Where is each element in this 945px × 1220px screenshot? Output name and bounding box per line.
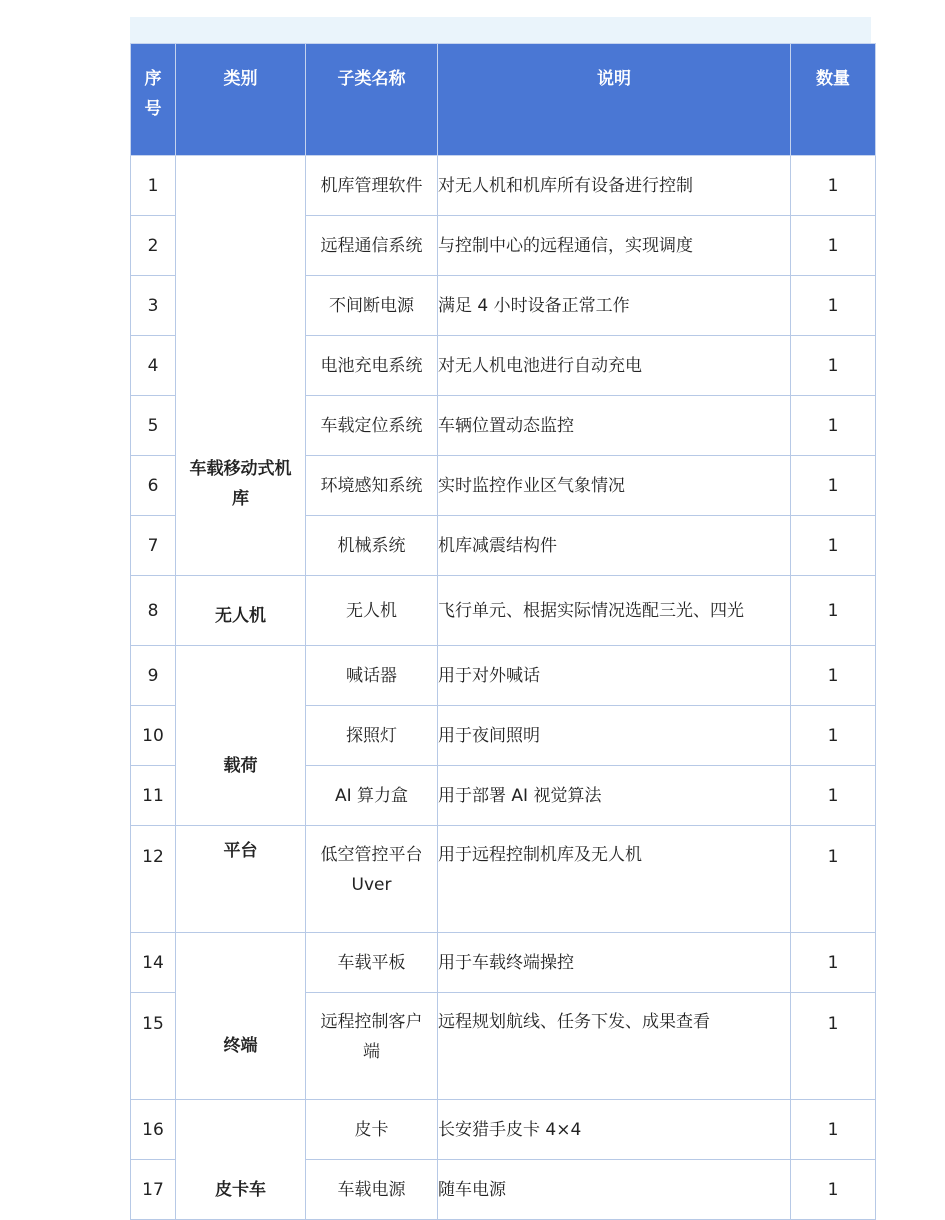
table-row: [131, 1100, 876, 1160]
cell-seq: 9: [131, 646, 176, 706]
cell-seq: 5: [131, 396, 176, 456]
cell-subcategory: 机械系统: [306, 516, 438, 576]
table-header-row: [131, 44, 876, 156]
header-subcategory: 子类名称: [306, 44, 438, 156]
cell-seq: 12: [131, 826, 176, 933]
cell-quantity: 1: [791, 1100, 876, 1160]
cell-subcategory: 皮卡: [306, 1100, 438, 1160]
cell-quantity: 1: [791, 216, 876, 276]
cell-subcategory: 远程控制客户端: [306, 993, 438, 1100]
cell-category: [176, 826, 306, 933]
cell-description: 用于部署 AI 视觉算法: [438, 766, 791, 826]
cell-seq: 6: [131, 456, 176, 516]
cell-category: [176, 576, 306, 646]
cell-description: 用于对外喊话: [438, 646, 791, 706]
cell-quantity: 1: [791, 456, 876, 516]
cell-description: 对无人机和机库所有设备进行控制: [438, 156, 791, 216]
cell-description: 车辆位置动态监控: [438, 396, 791, 456]
cell-seq: 1: [131, 156, 176, 216]
cell-seq: 7: [131, 516, 176, 576]
header-seq: 序号: [131, 44, 176, 156]
cell-category: [176, 1100, 306, 1220]
cell-description: 远程规划航线、任务下发、成果查看: [438, 993, 791, 1100]
cell-description: 用于夜间照明: [438, 706, 791, 766]
cell-description: 满足 4 小时设备正常工作: [438, 276, 791, 336]
cell-quantity: 1: [791, 576, 876, 646]
table-row: [131, 933, 876, 993]
cell-subcategory: 机库管理软件: [306, 156, 438, 216]
table-row: [131, 156, 876, 216]
cell-subcategory: 电池充电系统: [306, 336, 438, 396]
cell-quantity: 1: [791, 706, 876, 766]
cell-category: [176, 933, 306, 1100]
cell-quantity: 1: [791, 766, 876, 826]
cell-seq: 2: [131, 216, 176, 276]
cell-category: [176, 646, 306, 826]
category-label: 皮卡车: [215, 1179, 266, 1200]
cell-description: 用于远程控制机库及无人机: [438, 826, 791, 933]
cell-subcategory: 不间断电源: [306, 276, 438, 336]
equipment-table: [130, 43, 876, 1220]
cell-description: 对无人机电池进行自动充电: [438, 336, 791, 396]
header-category: 类别: [176, 44, 306, 156]
cell-quantity: 1: [791, 646, 876, 706]
header-description: 说明: [438, 44, 791, 156]
table-top-band: [130, 17, 871, 44]
cell-description: 实时监控作业区气象情况: [438, 456, 791, 516]
cell-quantity: 1: [791, 993, 876, 1100]
cell-subcategory: 低空管控平台 Uver: [306, 826, 438, 933]
cell-category: [176, 156, 306, 576]
cell-subcategory: 无人机: [306, 576, 438, 646]
cell-description: 与控制中心的远程通信，实现调度: [438, 216, 791, 276]
cell-quantity: 1: [791, 1160, 876, 1220]
cell-description: 随车电源: [438, 1160, 791, 1220]
cell-subcategory: AI 算力盒: [306, 766, 438, 826]
cell-quantity: 1: [791, 336, 876, 396]
category-label: 车载移动式机库: [189, 459, 292, 509]
cell-quantity: 1: [791, 933, 876, 993]
cell-seq: 8: [131, 576, 176, 646]
cell-subcategory: 远程通信系统: [306, 216, 438, 276]
cell-subcategory: 车载定位系统: [306, 396, 438, 456]
cell-seq: 14: [131, 933, 176, 993]
category-label: 载荷: [223, 755, 258, 776]
header-quantity: 数量: [791, 44, 876, 156]
cell-subcategory: 环境感知系统: [306, 456, 438, 516]
cell-subcategory: 喊话器: [306, 646, 438, 706]
cell-subcategory: 探照灯: [306, 706, 438, 766]
table-row: [131, 826, 876, 933]
category-label: 终端: [223, 1036, 258, 1056]
cell-seq: 4: [131, 336, 176, 396]
cell-seq: 17: [131, 1160, 176, 1220]
cell-quantity: 1: [791, 516, 876, 576]
cell-seq: 3: [131, 276, 176, 336]
cell-quantity: 1: [791, 276, 876, 336]
category-label: 无人机: [215, 605, 266, 626]
table-row: [131, 576, 876, 646]
cell-subcategory: 车载平板: [306, 933, 438, 993]
table-body: [131, 156, 876, 1220]
cell-seq: 16: [131, 1100, 176, 1160]
category-label: 平台: [223, 841, 258, 861]
cell-seq: 15: [131, 993, 176, 1100]
cell-seq: 11: [131, 766, 176, 826]
cell-description: 用于车载终端操控: [438, 933, 791, 993]
cell-quantity: 1: [791, 826, 876, 933]
cell-seq: 10: [131, 706, 176, 766]
table-row: [131, 646, 876, 706]
cell-description: 飞行单元、根据实际情况选配三光、四光: [438, 576, 791, 646]
cell-subcategory: 车载电源: [306, 1160, 438, 1220]
cell-quantity: 1: [791, 396, 876, 456]
cell-description: 机库减震结构件: [438, 516, 791, 576]
cell-description: 长安猎手皮卡 4×4: [438, 1100, 791, 1160]
cell-quantity: 1: [791, 156, 876, 216]
